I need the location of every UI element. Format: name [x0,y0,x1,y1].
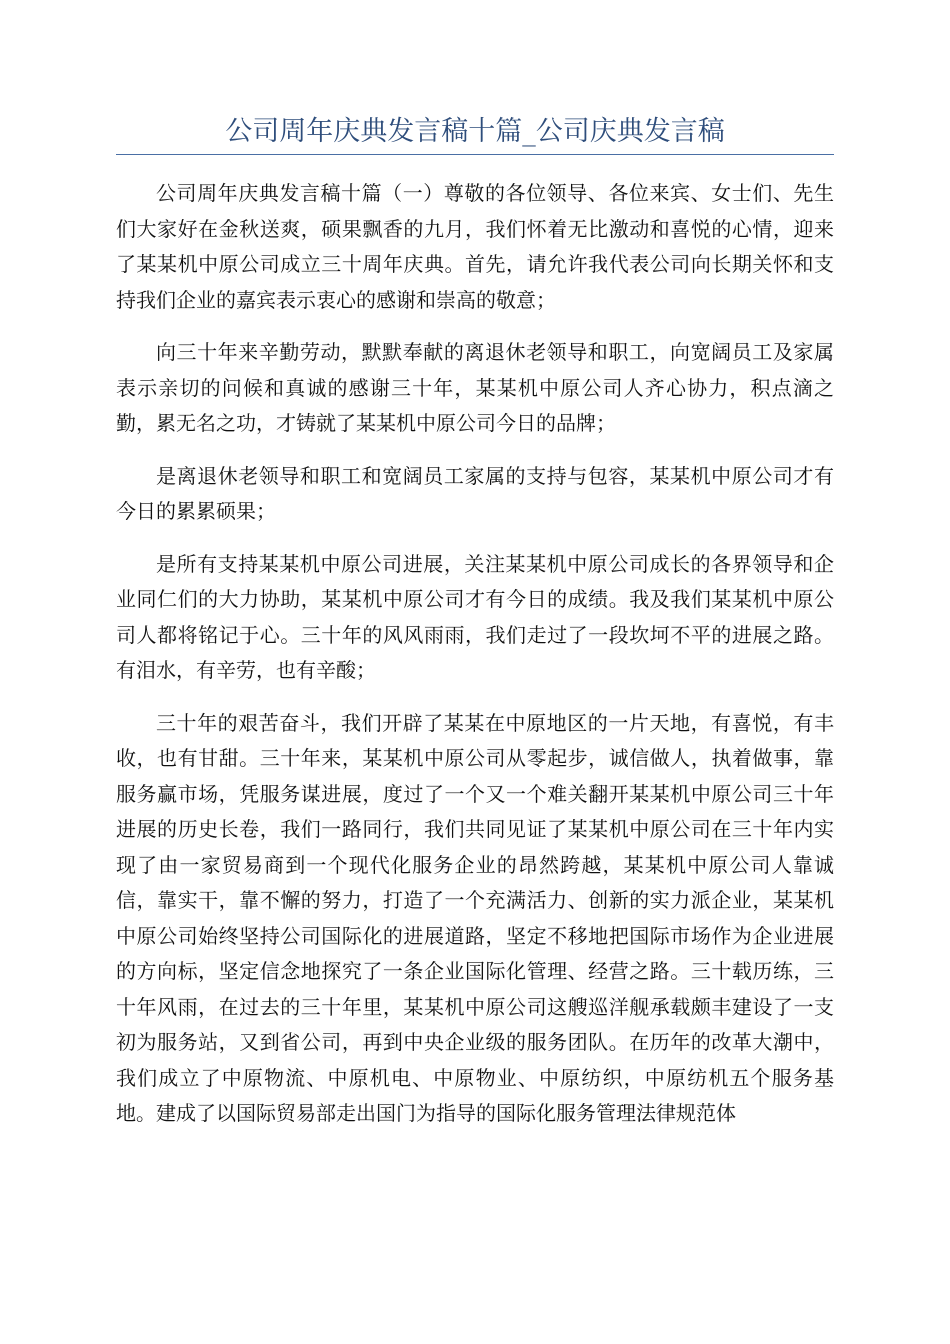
paragraph: 向三十年来辛勤劳动，默默奉献的离退休老领导和职工，向宽阔员工及家属表示亲切的问候和真诚的感谢三十年，某某机中原公司人齐心协力，积点滴之勤，累无名之功，才铸就了某某机中原公司今日的品牌； [116,340,834,435]
paragraph: 是离退休老领导和职工和宽阔员工家属的支持与包容，某某机中原公司才有今日的累累硕果； [116,463,834,523]
paragraph: 公司周年庆典发言稿十篇（一）尊敬的各位领导、各位来宾、女士们、先生们大家好在金秋送爽，硕果飘香的九月，我们怀着无比激动和喜悦的心情，迎来了某某机中原公司成立三十周年庆典。首先，请允许我代表公司向长期关怀和支持我们企业的嘉宾表示衷心的感谢和崇高的敬意； [116,181,834,312]
document-title: 公司周年庆典发言稿十篇_公司庆典发言稿 [225,116,725,147]
paragraph: 是所有支持某某机中原公司进展，关注某某机中原公司成长的各界领导和企业同仁们的大力协助，某某机中原公司才有今日的成绩。我及我们某某机中原公司人都将铭记于心。三十年的风风雨雨，我们走过了一段坎坷不平的进展之路。有泪水，有辛劳，也有辛酸； [116,551,834,682]
title-underline [116,154,834,155]
document-body [116,176,834,1149]
paragraph: 三十年的艰苦奋斗，我们开辟了某某在中原地区的一片天地，有喜悦，有丰收，也有甘甜。三十年来，某某机中原公司从零起步，诚信做人，执着做事，靠服务赢市场，凭服务谋进展，度过了一个又一个难关翻开某某机中原公司三十年进展的历史长卷，我们一路同行，我们共同见证了某某机中原公司在三十年内实现了由一家贸易商到一个现代化服务企业的昂然跨越，某某机中原公司人靠诚信，靠实干，靠不懈的努力，打造了一个充满活力、创新的实力派企业，某某机中原公司始终坚持公司国际化的进展道路，坚定不移地把国际市场作为企业进展的方向标，坚定信念地探究了一条企业国际化管理、经营之路。三十载历练，三十年风雨，在过去的三十年里，某某机中原公司这艘巡洋舰承载颇丰建设了一支初为服务站，又到省公司，再到中央企业级的服务团队。在历年的改革大潮中，我们成立了中原物流、中原机电、中原物业、中原纺织，中原纺机五个服务基地。建成了以国际贸易部走出国门为指导的国际化服务管理法律规范体 [116,710,834,1125]
